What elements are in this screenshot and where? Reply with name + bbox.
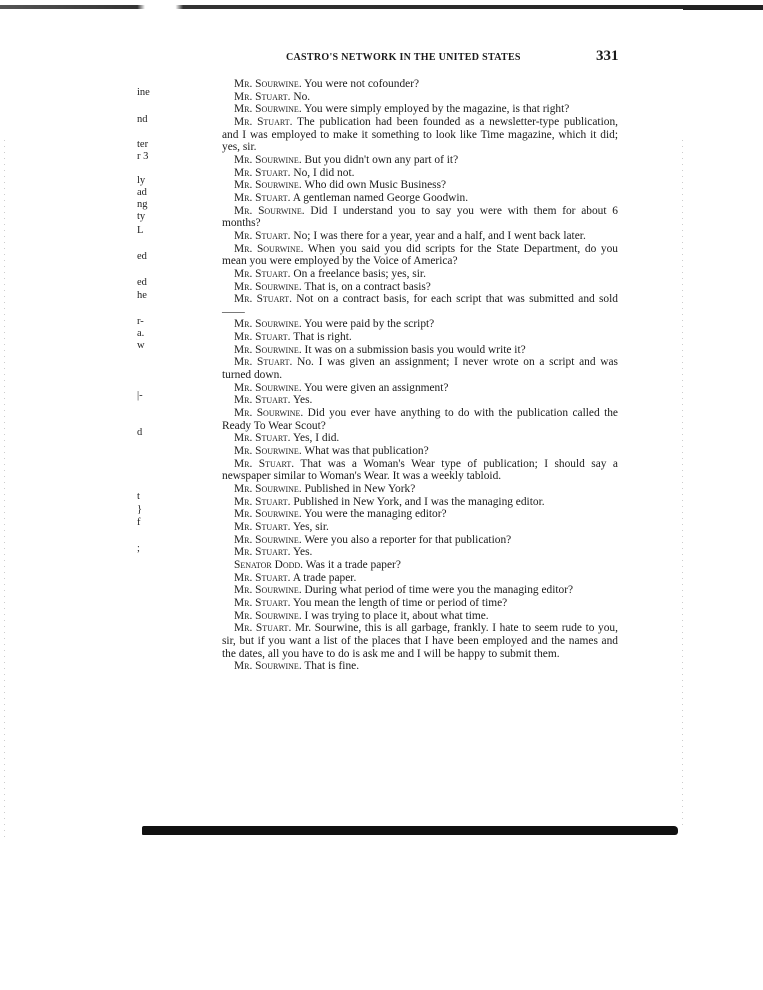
speaker-name: Mr. Sourwine. bbox=[234, 584, 302, 597]
dialogue-paragraph bbox=[222, 546, 618, 559]
dialogue-text: I was trying to place it, about what time. bbox=[304, 609, 489, 622]
dialogue-paragraph bbox=[222, 407, 618, 432]
dialogue-paragraph bbox=[222, 154, 618, 167]
margin-fragment: |- bbox=[137, 390, 143, 401]
dialogue-text: That is fine. bbox=[304, 660, 360, 673]
speaker-name: Senator Dodd. bbox=[234, 558, 303, 571]
margin-fragment: a. bbox=[137, 328, 145, 339]
dialogue-paragraph bbox=[222, 318, 618, 331]
dialogue-paragraph bbox=[222, 597, 618, 610]
dialogue-paragraph bbox=[222, 293, 618, 318]
dialogue-text: No. bbox=[293, 90, 311, 103]
speaker-name: Mr. Stuart. bbox=[234, 115, 293, 128]
margin-fragment: ed bbox=[137, 277, 147, 288]
margin-fragment: ly bbox=[137, 175, 146, 186]
speaker-name: Mr. Stuart. bbox=[234, 495, 291, 508]
top-scan-rule-right bbox=[683, 6, 763, 10]
speaker-name: Mr. Sourwine. bbox=[234, 609, 302, 622]
dialogue-paragraph bbox=[222, 534, 618, 547]
dialogue-paragraph bbox=[222, 458, 618, 483]
dialogue-text: Yes, I did. bbox=[292, 432, 340, 445]
speaker-name: Mr. Sourwine. bbox=[234, 204, 305, 217]
dialogue-paragraph bbox=[222, 660, 618, 673]
speaker-name: Mr. Stuart. bbox=[234, 356, 293, 369]
dialogue-paragraph bbox=[222, 78, 618, 91]
speaker-name: Mr. Sourwine. bbox=[234, 343, 302, 356]
speaker-name: Mr. Sourwine. bbox=[234, 381, 302, 394]
dialogue-paragraph bbox=[222, 268, 618, 281]
speaker-name: Mr. Stuart. bbox=[234, 191, 291, 204]
dialogue-text: You were not cofounder? bbox=[304, 78, 420, 90]
margin-fragment: ad bbox=[137, 187, 147, 198]
speaker-name: Mr. Stuart. bbox=[234, 166, 291, 179]
dialogue-paragraph bbox=[222, 521, 618, 534]
dialogue-paragraph bbox=[222, 167, 618, 180]
left-edge-dots bbox=[4, 140, 5, 840]
dialogue-paragraph bbox=[222, 91, 618, 104]
dialogue-text: That was a Woman's Wear type of publication; I should say a newspaper similar to Woman's Wear. It was a weekly tabloid. bbox=[222, 457, 618, 483]
speaker-name: Mr. Sourwine. bbox=[234, 103, 302, 116]
speaker-name: Mr. Sourwine. bbox=[234, 242, 304, 255]
speaker-name: Mr. Stuart. bbox=[234, 267, 291, 280]
dialogue-text: Not on a contract basis, for each script that was submitted and sold—— bbox=[222, 293, 618, 318]
dialogue-text: You were paid by the script? bbox=[304, 318, 435, 331]
dialogue-paragraph bbox=[222, 116, 618, 154]
dialogue-paragraph bbox=[222, 496, 618, 509]
dialogue-text: When you said you did scripts for the State Department, do you mean you were employed by the Voice of America? bbox=[222, 242, 618, 268]
margin-fragment: ty bbox=[137, 211, 146, 222]
speaker-name: Mr. Sourwine. bbox=[234, 483, 302, 495]
dialogue-paragraph bbox=[222, 331, 618, 344]
dialogue-text: A gentleman named George Goodwin. bbox=[292, 191, 469, 204]
dialogue-text: You mean the length of time or period of time? bbox=[292, 596, 508, 609]
speaker-name: Mr. Sourwine. bbox=[234, 533, 302, 546]
speaker-name: Mr. Stuart. bbox=[234, 546, 291, 559]
speaker-name: Mr. Stuart. bbox=[234, 331, 291, 344]
margin-fragment: d bbox=[137, 427, 143, 438]
dialogue-text: But you didn't own any part of it? bbox=[304, 153, 459, 166]
dialogue-paragraph bbox=[222, 610, 618, 623]
dialogue-text: That is right. bbox=[293, 331, 352, 344]
dialogue-paragraph bbox=[222, 356, 618, 381]
right-edge-dots bbox=[682, 140, 683, 830]
dialogue-text: Did you ever have anything to do with the publication called the Ready To Wear Scout? bbox=[222, 407, 618, 432]
margin-fragment: t bbox=[137, 491, 140, 502]
dialogue-paragraph bbox=[222, 572, 618, 585]
speaker-name: Mr. Stuart. bbox=[234, 520, 291, 533]
dialogue-paragraph bbox=[222, 382, 618, 395]
dialogue-paragraph bbox=[222, 192, 618, 205]
speaker-name: Mr. Stuart. bbox=[234, 571, 291, 584]
speaker-name: Mr. Sourwine. bbox=[234, 407, 304, 420]
dialogue-text: On a freelance basis; yes, sir. bbox=[293, 267, 426, 280]
margin-fragment: f bbox=[137, 517, 141, 528]
speaker-name: Mr. Stuart. bbox=[234, 596, 291, 609]
dialogue-text: That is, on a contract basis? bbox=[304, 280, 431, 293]
dialogue-paragraph bbox=[222, 394, 618, 407]
running-head: CASTRO'S NETWORK IN THE UNITED STATES bbox=[286, 52, 521, 63]
dialogue-text: During what period of time were you the managing editor? bbox=[304, 584, 574, 597]
margin-fragment: L bbox=[137, 225, 144, 236]
dialogue-paragraph bbox=[222, 483, 618, 496]
dialogue-text: You were simply employed by the magazine, is that right? bbox=[304, 103, 570, 116]
bottom-scan-rule bbox=[142, 826, 678, 835]
speaker-name: Mr. Sourwine. bbox=[234, 179, 302, 192]
dialogue-text: Did I understand you to say you were with them for about 6 months? bbox=[222, 204, 619, 230]
dialogue-paragraph bbox=[222, 281, 618, 294]
top-scan-rule bbox=[0, 5, 763, 9]
speaker-name: Mr. Stuart. bbox=[234, 229, 291, 242]
speaker-name: Mr. Sourwine. bbox=[234, 318, 302, 331]
speaker-name: Mr. Sourwine. bbox=[234, 78, 302, 90]
dialogue-text: No. I was given an assignment; I never wrote on a script and was turned down. bbox=[222, 356, 618, 382]
dialogue-paragraph bbox=[222, 205, 618, 230]
margin-fragment: ter bbox=[137, 139, 149, 150]
speaker-name: Mr. Sourwine. bbox=[234, 508, 302, 521]
margin-fragment: } bbox=[137, 504, 143, 515]
dialogue-text: The publication had been founded as a newsletter-type publication, and I was employed to make it something to look like Time magazine, which it did; yes, sir. bbox=[222, 115, 618, 154]
dialogue-paragraph bbox=[222, 559, 618, 572]
dialogue-text: Who did own Music Business? bbox=[304, 179, 447, 192]
speaker-name: Mr. Stuart. bbox=[234, 432, 291, 445]
dialogue-text: No; I was there for a year, year and a half, and I went back later. bbox=[293, 229, 586, 242]
dialogue-text: Was it a trade paper? bbox=[305, 558, 401, 571]
dialogue-paragraph bbox=[222, 584, 618, 597]
dialogue-text: Published in New York, and I was the managing editor. bbox=[293, 495, 545, 508]
margin-fragment: ine bbox=[137, 87, 150, 98]
margin-fragment: w bbox=[137, 340, 145, 351]
transcript-body bbox=[222, 78, 618, 673]
margin-fragment: r 3 bbox=[137, 151, 149, 162]
speaker-name: Mr. Stuart. bbox=[234, 394, 291, 407]
margin-fragment: he bbox=[137, 290, 147, 301]
dialogue-paragraph bbox=[222, 179, 618, 192]
margin-fragment: r- bbox=[137, 316, 144, 327]
dialogue-paragraph bbox=[222, 622, 618, 660]
dialogue-text: Were you also a reporter for that publication? bbox=[304, 533, 512, 546]
dialogue-paragraph bbox=[222, 230, 618, 243]
dialogue-text: Yes. bbox=[292, 394, 313, 407]
dialogue-paragraph bbox=[222, 103, 618, 116]
margin-fragment: ed bbox=[137, 251, 147, 262]
dialogue-text: It was on a submission basis you would write it? bbox=[304, 343, 526, 356]
speaker-name: Mr. Sourwine. bbox=[234, 660, 302, 673]
dialogue-text: No, I did not. bbox=[293, 166, 355, 179]
page-header bbox=[270, 48, 620, 68]
dialogue-paragraph bbox=[222, 445, 618, 458]
dialogue-paragraph bbox=[222, 344, 618, 357]
speaker-name: Mr. Stuart. bbox=[234, 457, 295, 470]
dialogue-paragraph bbox=[222, 432, 618, 445]
dialogue-text: Mr. Sourwine, this is all garbage, frankly. I hate to seem rude to you, sir, but if you want a list of the places that I have been employed and the names and the dates, all you have to do is ask me and I will be happy to submit them. bbox=[222, 622, 618, 660]
dialogue-text: Published in New York? bbox=[304, 483, 416, 495]
speaker-name: Mr. Sourwine. bbox=[234, 445, 302, 458]
dialogue-text: Yes. bbox=[292, 546, 313, 559]
dialogue-paragraph bbox=[222, 508, 618, 521]
speaker-name: Mr. Sourwine. bbox=[234, 153, 302, 166]
speaker-name: Mr. Stuart. bbox=[234, 622, 292, 635]
speaker-name: Mr. Stuart. bbox=[234, 90, 291, 103]
margin-fragment: nd bbox=[137, 114, 148, 125]
page-number: 331 bbox=[596, 48, 619, 64]
dialogue-text: Yes, sir. bbox=[292, 520, 329, 533]
margin-fragment: ; bbox=[137, 543, 140, 554]
dialogue-text: You were the managing editor? bbox=[304, 508, 447, 521]
dialogue-text: What was that publication? bbox=[304, 445, 429, 458]
dialogue-text: You were given an assignment? bbox=[304, 381, 449, 394]
dialogue-paragraph bbox=[222, 243, 618, 268]
dialogue-text: A trade paper. bbox=[292, 571, 357, 584]
margin-fragment: ng bbox=[137, 199, 148, 210]
speaker-name: Mr. Sourwine. bbox=[234, 280, 302, 293]
speaker-name: Mr. Stuart. bbox=[234, 293, 292, 306]
